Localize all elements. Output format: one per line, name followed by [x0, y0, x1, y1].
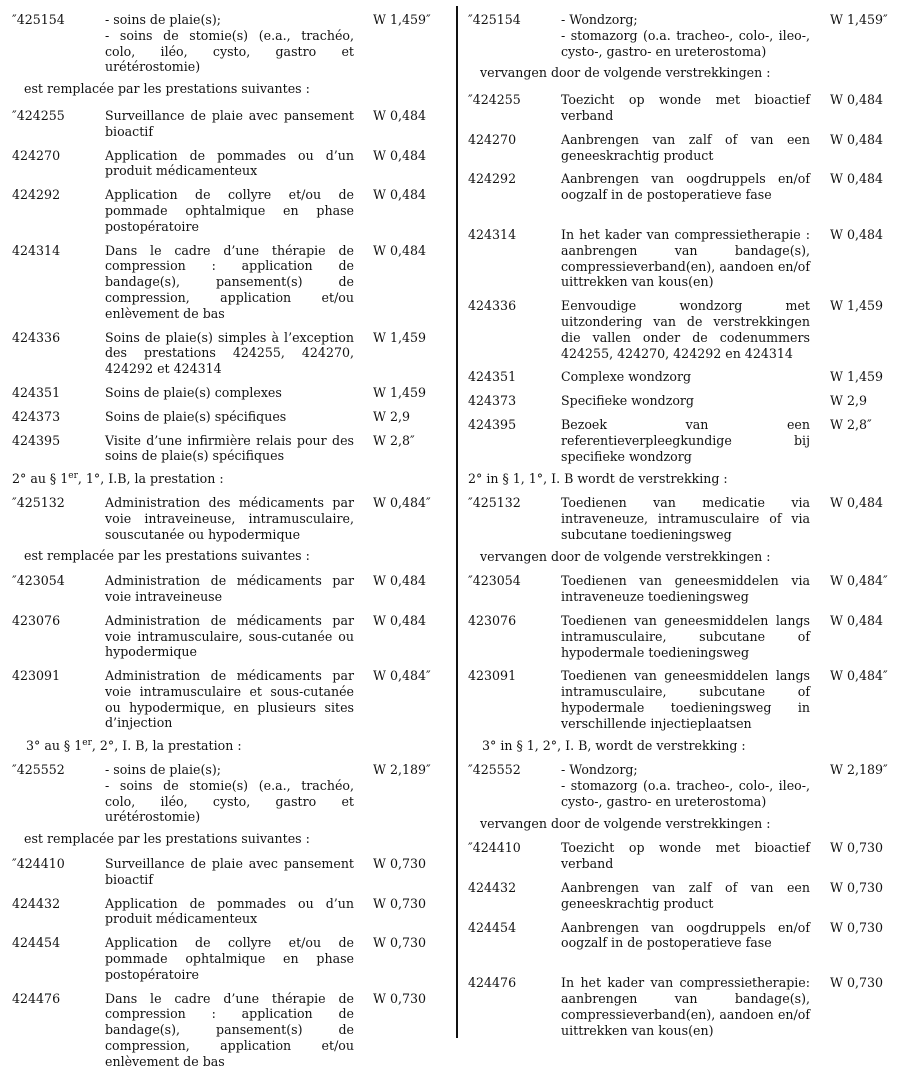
- prestation-value: W 0,484: [830, 612, 884, 628]
- prestation-code: 424270: [12, 147, 61, 163]
- prestation-description: - Wondzorg; - stomazorg (o.a. tracheo-, colo-, ileo-, cysto-, gastro- en ureterostoma): [561, 762, 810, 809]
- prestation-code: 424292: [468, 171, 517, 187]
- prestation-value: W 0,484″: [830, 668, 888, 684]
- prestation-description: Toezicht op wonde met bioactief verband: [561, 92, 810, 123]
- prestation-row: [12, 385, 444, 401]
- prestation-code: 424395: [12, 432, 61, 448]
- section-line: est remplacée par les prestations suivantes :: [24, 548, 310, 564]
- prestation-value: W 0,730: [830, 919, 884, 935]
- prestation-description: Toedienen van geneesmiddelen langs intramusculaire, subcutane of hypodermale toedieningsweg: [561, 612, 810, 660]
- prestation-code: 423091: [468, 668, 517, 684]
- prestation-row: [468, 132, 911, 164]
- prestation-code: ″423054: [468, 573, 521, 589]
- prestation-row: [468, 495, 911, 542]
- prestation-description: - soins de plaie(s); - soins de stomie(s) (e.a., trachéo, colo, iléo, cysto, gastro et urétérostomie): [105, 12, 354, 75]
- section-line: 2° in § 1, 1°, I. B wordt de verstrekking :: [468, 471, 728, 487]
- prestation-row: [468, 417, 911, 464]
- prestation-row: [12, 935, 444, 982]
- prestation-description: Aanbrengen van zalf of van een geneeskrachtig product: [561, 880, 810, 911]
- prestation-value: W 0,730: [830, 880, 884, 896]
- prestation-description: In het kader van compressietherapie : aanbrengen van bandage(s), compressieverband(en), aandoen en/of uittrekken van kous(en): [561, 226, 810, 290]
- prestation-description: - Wondzorg; - stomazorg (o.a. tracheo-, colo-, ileo-, cysto-, gastro- en ureterostoma): [561, 12, 810, 59]
- prestation-description: Application de collyre et/ou de pommade ophtalmique en phase postopératoire: [105, 187, 354, 234]
- prestation-description: Toedienen van geneesmiddelen via intraveneuze toedieningsweg: [561, 573, 810, 605]
- prestation-value: W 0,484″: [373, 668, 431, 684]
- prestation-value: W 1,459: [373, 329, 427, 345]
- prestation-value: W 0,484: [830, 226, 884, 242]
- prestation-value: W 1,459: [830, 298, 884, 314]
- prestation-value: W 0,484: [373, 107, 427, 123]
- prestation-row: [468, 12, 911, 59]
- prestation-code: 424336: [12, 329, 61, 345]
- prestation-description: Administration de médicaments par voie intraveineuse: [105, 573, 354, 604]
- prestation-description: Visite d’une infirmière relais pour des soins de plaie(s) spécifiques: [105, 432, 354, 464]
- prestation-value: W 0,730: [830, 840, 884, 856]
- prestation-code: ″425552: [468, 762, 521, 778]
- prestation-row: [12, 495, 444, 542]
- prestation-value: W 0,484: [830, 92, 884, 108]
- prestation-code: ″425552: [12, 762, 65, 778]
- prestation-description: Aanbrengen van oogdruppels en/of oogzalf in de postoperatieve fase: [561, 919, 810, 951]
- prestation-description: Soins de plaie(s) simples à l’exception des prestations 424255, 424270, 424292 et 424314: [105, 329, 354, 377]
- prestation-value: W 0,484″: [373, 494, 431, 510]
- prestation-code: 424476: [468, 975, 517, 991]
- prestation-row: [12, 613, 444, 660]
- prestation-description: Application de collyre et/ou de pommade ophtalmique en phase postopératoire: [105, 935, 354, 982]
- prestation-row: [12, 108, 444, 140]
- section-line-text: 2° au § 1: [12, 471, 69, 487]
- prestation-code: ″425154: [468, 12, 521, 27]
- section-line-text: 3° au § 1: [26, 738, 83, 754]
- prestation-row: [12, 856, 444, 888]
- prestation-value: W 2,189″: [373, 762, 431, 778]
- prestation-code: 424395: [468, 416, 517, 432]
- prestation-value: W 0,730: [373, 935, 427, 951]
- prestation-description: Surveillance de plaie avec pansement bioactif: [105, 856, 354, 887]
- prestation-row: [468, 171, 911, 203]
- prestation-code: 424476: [12, 990, 61, 1006]
- prestation-value: W 0,730: [373, 990, 427, 1006]
- prestation-code: ″423054: [12, 573, 65, 589]
- superscript: er: [82, 738, 92, 749]
- prestation-description: Administration de médicaments par voie intramusculaire, sous-cutanée ou hypodermique: [105, 612, 354, 660]
- prestation-row: [12, 896, 444, 928]
- prestation-code: 423091: [12, 668, 61, 684]
- prestation-code: 424270: [468, 131, 517, 147]
- prestation-code: ″425132: [468, 495, 521, 511]
- prestation-code: 424351: [12, 384, 61, 400]
- prestation-value: W 1,459: [830, 369, 884, 385]
- prestation-code: 424314: [12, 242, 61, 258]
- prestation-row: [468, 369, 911, 385]
- prestation-row: [12, 762, 444, 825]
- prestation-description: Bezoek van een referentieverpleegkundige bij specifieke wondzorg: [561, 416, 810, 464]
- prestation-code: ″424410: [12, 856, 65, 872]
- superscript: er: [68, 471, 78, 482]
- prestation-description: Aanbrengen van oogdruppels en/of oogzalf in de postoperatieve fase: [561, 171, 810, 203]
- prestation-row: [12, 243, 444, 322]
- prestation-value: W 0,484: [830, 171, 884, 187]
- prestation-description: Specifieke wondzorg: [561, 393, 694, 409]
- prestation-code: ″425132: [12, 494, 65, 510]
- prestation-description: Administration des médicaments par voie intraveineuse, intramusculaire, souscutanée ou hypodermique: [105, 494, 354, 542]
- section-line: vervangen door de volgende verstrekkingen :: [480, 548, 771, 564]
- prestation-code: 424314: [468, 226, 517, 242]
- prestation-value: W 1,459″: [373, 12, 431, 27]
- prestation-value: W 0,484: [373, 242, 427, 258]
- section-line: [12, 471, 444, 487]
- prestation-value: W 2,8″: [830, 416, 872, 432]
- prestation-value: W 1,459″: [830, 12, 888, 27]
- prestation-value: W 0,730: [373, 856, 427, 872]
- prestation-code: 423076: [12, 612, 61, 628]
- prestation-value: W 0,730: [830, 975, 884, 991]
- prestation-description: - soins de plaie(s); - soins de stomie(s) (e.a., trachéo, colo, iléo, cysto, gastro et urétérostomie): [105, 762, 354, 825]
- prestation-value: W 0,484: [373, 612, 427, 628]
- prestation-value: W 0,730: [373, 895, 427, 911]
- prestation-row: [468, 227, 911, 290]
- section-line-text: , 1°, I.B, la prestation :: [77, 471, 224, 487]
- prestation-value: W 2,9: [830, 393, 867, 409]
- prestation-code: 423076: [468, 612, 517, 628]
- prestation-description: Eenvoudige wondzorg met uitzondering van de verstrekkingen die vallen onder de codenummers 424255, 424270, 424292 en 424314: [561, 298, 810, 361]
- prestation-row: [12, 573, 444, 605]
- prestation-value: W 2,9: [373, 408, 410, 424]
- prestation-row: [12, 433, 444, 465]
- prestation-code: ″424255: [12, 107, 65, 123]
- prestation-row: [12, 187, 444, 234]
- prestation-value: W 2,8″: [373, 432, 415, 448]
- prestation-row: [468, 393, 911, 409]
- prestation-row: [12, 330, 444, 377]
- section-line: [12, 738, 444, 754]
- column-french: [12, 12, 444, 1070]
- prestation-row: [468, 573, 911, 605]
- prestation-code: ″424410: [468, 840, 521, 856]
- prestation-row: [468, 975, 911, 1038]
- prestation-row: [12, 668, 444, 731]
- prestation-row: [468, 840, 911, 872]
- prestation-description: Administration de médicaments par voie intramusculaire et sous-cutanée ou hypodermique, en plusieurs sites d’injection: [105, 668, 354, 731]
- prestation-value: W 0,484: [830, 131, 884, 147]
- prestation-value: W 0,484: [373, 573, 427, 589]
- prestation-code: 424454: [468, 919, 517, 935]
- section-line: est remplacée par les prestations suivantes :: [24, 81, 310, 97]
- prestation-row: [12, 12, 444, 75]
- prestation-value: W 1,459: [373, 384, 427, 400]
- prestation-row: [468, 92, 911, 124]
- prestation-description: Toedienen van geneesmiddelen langs intramusculaire, subcutane of hypodermale toedieningsweg in verschillende injectieplaatsen: [561, 668, 810, 731]
- prestation-row: [468, 668, 911, 731]
- prestation-code: 424373: [468, 393, 517, 409]
- prestation-description: In het kader van compressietherapie: aanbrengen van bandage(s), compressieverband(en), aandoen en/of uittrekken van kous(en): [561, 975, 810, 1038]
- section-line: est remplacée par les prestations suivantes :: [24, 831, 310, 847]
- section-line: vervangen door de volgende verstrekkingen :: [480, 65, 771, 81]
- prestation-description: Surveillance de plaie avec pansement bioactif: [105, 107, 354, 139]
- section-line-text: , 2°, I. B, la prestation :: [91, 738, 242, 754]
- prestation-row: [468, 762, 911, 809]
- section-line: vervangen door de volgende verstrekkingen :: [480, 815, 771, 831]
- prestation-code: ″424255: [468, 92, 521, 108]
- prestation-row: [468, 920, 911, 952]
- prestation-description: Toezicht op wonde met bioactief verband: [561, 840, 810, 872]
- prestation-code: 424432: [12, 895, 61, 911]
- prestation-row: [12, 409, 444, 425]
- prestation-code: 424454: [12, 935, 61, 951]
- prestation-row: [468, 613, 911, 660]
- prestation-value: W 0,484″: [830, 573, 888, 589]
- prestation-code: 424351: [468, 369, 517, 385]
- section-line: 3° in § 1, 2°, I. B, wordt de verstrekking :: [482, 738, 746, 754]
- prestation-description: Toedienen van medicatie via intraveneuze, intramusculaire of via subcutane toedieningsweg: [561, 495, 810, 542]
- prestation-code: 424432: [468, 880, 517, 896]
- prestation-value: W 0,484: [373, 187, 427, 203]
- prestation-value: W 2,189″: [830, 762, 888, 778]
- prestation-code: 424373: [12, 408, 61, 424]
- prestation-row: [468, 880, 911, 912]
- prestation-value: W 0,484: [373, 147, 427, 163]
- prestation-description: Dans le cadre d’une thérapie de compression : application de bandage(s), pansement(s) de compression, application et/ou enlèvement de bas: [105, 242, 354, 321]
- prestation-code: ″425154: [12, 12, 65, 27]
- prestation-code: 424292: [12, 187, 61, 203]
- prestation-row: [468, 298, 911, 361]
- prestation-value: W 0,484: [830, 495, 884, 511]
- column-divider: [456, 6, 458, 1038]
- column-dutch: [468, 12, 911, 1038]
- prestation-description: Application de pommades ou d’un produit médicamenteux: [105, 895, 354, 927]
- prestation-description: Dans le cadre d’une thérapie de compression : application de bandage(s), pansement(s) de compression, application et/ou enlèvement de bas: [105, 990, 354, 1069]
- prestation-row: [12, 991, 444, 1070]
- prestation-row: [12, 148, 444, 180]
- prestation-description: Soins de plaie(s) complexes: [105, 384, 282, 400]
- prestation-code: 424336: [468, 298, 517, 314]
- prestation-description: Soins de plaie(s) spécifiques: [105, 408, 287, 424]
- prestation-description: Complexe wondzorg: [561, 369, 692, 385]
- prestation-description: Aanbrengen van zalf of van een geneeskrachtig product: [561, 131, 810, 163]
- prestation-description: Application de pommades ou d’un produit médicamenteux: [105, 147, 354, 179]
